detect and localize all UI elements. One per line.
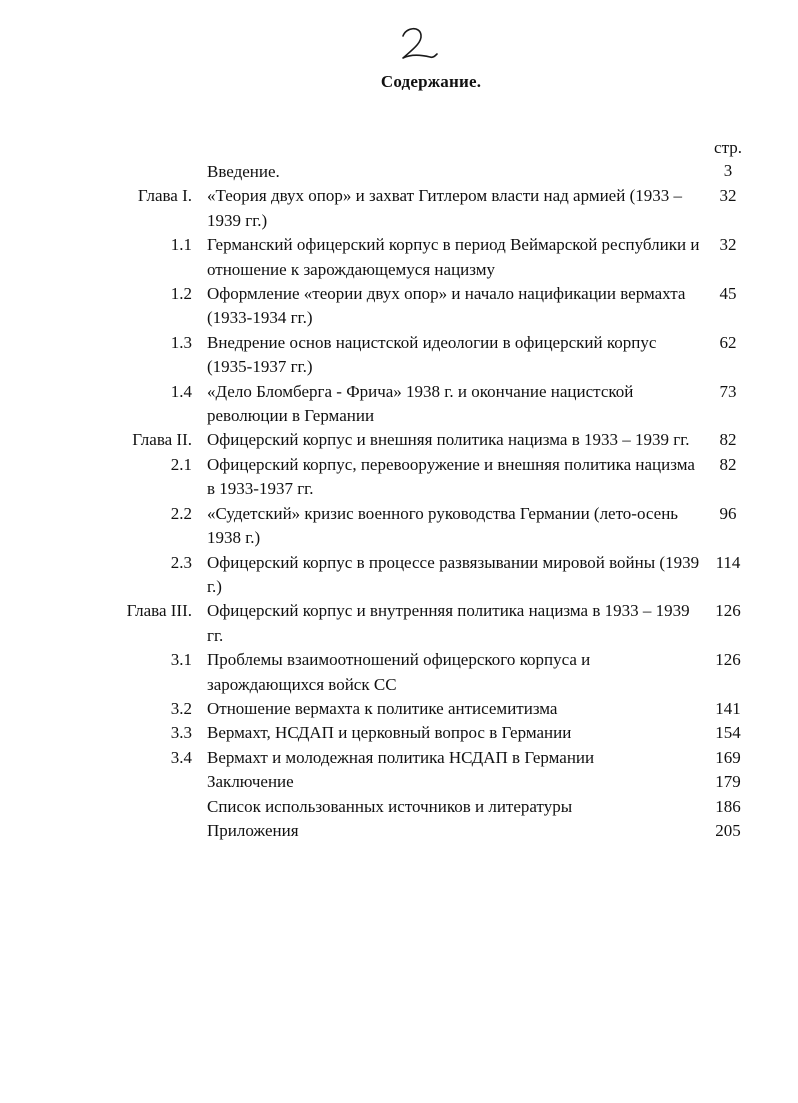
toc-entry	[0, 502, 798, 551]
toc-entry	[0, 331, 798, 380]
page-column-header: стр.	[714, 138, 742, 157]
toc-entry	[0, 184, 798, 233]
toc-entry-title: Введение.	[207, 162, 280, 181]
toc-entry-label: 3.2	[170, 698, 192, 718]
handwritten-number-two-icon	[394, 24, 440, 64]
toc-entry	[0, 819, 798, 843]
toc-entry-page: 73	[719, 381, 737, 401]
toc-entry-page: 96	[719, 503, 737, 523]
toc-entry-page: 114	[715, 552, 741, 572]
toc-entry-page: 179	[715, 772, 741, 792]
toc-entry-title: «Теория двух опор» и захват Гитлером власти над армией (1933 – 1939 гг.)	[207, 186, 682, 230]
toc-entry-page: 126	[715, 601, 741, 621]
toc-entry	[0, 551, 798, 600]
toc-entry-label: 1.2	[170, 284, 192, 304]
toc-entry-title: Отношение вермахта к политике антисемитизма	[207, 698, 558, 718]
toc-entry-page: 82	[719, 430, 737, 450]
toc-entry-title: Оформление «теории двух опор» и начало нацификации вермахта (1933-1934 гг.)	[207, 284, 686, 328]
toc-entry-title: Офицерский корпус, перевооружение и внешняя политика нацизма в 1933-1937 гг.	[207, 454, 695, 499]
toc-entry-page: 32	[719, 186, 737, 206]
toc-entry-title: «Судетский» кризис военного руководства Германии (лето-осень 1938 г.)	[207, 503, 679, 548]
toc-entry-page: 82	[719, 454, 737, 474]
toc-entry-label: 1.4	[170, 381, 192, 401]
handwritten-page-number	[394, 24, 440, 64]
toc-entry-title: Вермахт, НСДАП и церковный вопрос в Германии	[207, 723, 572, 743]
toc-entry-page: 45	[719, 284, 737, 304]
toc-entry-label: 2.2	[170, 503, 192, 523]
toc-entry-title: Офицерский корпус и внутренняя политика нацизма в 1933 – 1939 гг.	[207, 601, 690, 645]
toc-entry-title: Список использованных источников и литературы	[207, 796, 573, 816]
toc-entry-page: 62	[719, 332, 737, 352]
toc-entry-title: Внедрение основ нацистской идеологии в офицерский корпус (1935-1937 гг.)	[207, 332, 657, 377]
toc-entry-title: Приложения	[207, 820, 299, 840]
toc-entry	[0, 746, 798, 770]
toc-entry	[0, 770, 798, 794]
toc-entry-label: Глава III.	[126, 601, 192, 621]
toc-entry-label: 2.3	[170, 552, 192, 572]
toc-entry-title: Офицерский корпус в процессе развязывании мировой войны (1939 г.)	[207, 552, 700, 596]
toc-entry-title: Офицерский корпус и внешняя политика нацизма в 1933 – 1939 гг.	[207, 430, 690, 450]
toc-entry	[0, 233, 798, 282]
toc-entry-page: 186	[715, 796, 741, 816]
toc-entry-label: 3.3	[170, 723, 192, 743]
toc-entry-title: Германский офицерский корпус в период Веймарской республики и отношение к зарождающемуся нацизму	[207, 235, 700, 279]
toc-entry	[0, 160, 798, 184]
toc-entry	[0, 428, 798, 452]
toc-entry	[0, 599, 798, 648]
toc-entry-title: Заключение	[207, 772, 294, 792]
toc-entry	[0, 697, 798, 721]
toc-entry	[0, 721, 798, 745]
toc-entry-page: 169	[715, 747, 741, 767]
toc-entry-page: 154	[715, 723, 741, 743]
toc-entry	[0, 282, 798, 331]
toc-entry-label: 2.1	[170, 454, 192, 474]
toc-entry-page: 141	[715, 698, 741, 718]
toc-entry	[0, 380, 798, 429]
toc-entry-page: 126	[715, 650, 741, 670]
document-title: Содержание.	[380, 72, 482, 91]
toc-entry-label: 1.1	[170, 235, 192, 255]
toc-entry-title: «Дело Бломберга - Фрича» 1938 г. и окончание нацистской революции в Германии	[207, 381, 634, 426]
toc-entry-label: 1.3	[170, 332, 192, 352]
toc-entry	[0, 453, 798, 502]
toc-entry-title: Вермахт и молодежная политика НСДАП в Германии	[207, 747, 595, 767]
toc-entry-label: 3.1	[170, 650, 192, 670]
toc-entry-page: 3	[723, 161, 733, 180]
toc-entry	[0, 795, 798, 819]
toc-entry-label: Глава II.	[132, 430, 192, 450]
toc-entry-page: 205	[715, 820, 741, 840]
toc-list	[0, 160, 798, 843]
toc-entry-label: 3.4	[170, 747, 192, 767]
toc-entry-title: Проблемы взаимоотношений офицерского корпуса и зарождающихся войск СС	[207, 650, 591, 694]
toc-entry	[0, 648, 798, 697]
toc-entry-label: Глава I.	[137, 186, 192, 206]
toc-entry-page: 32	[719, 235, 737, 255]
